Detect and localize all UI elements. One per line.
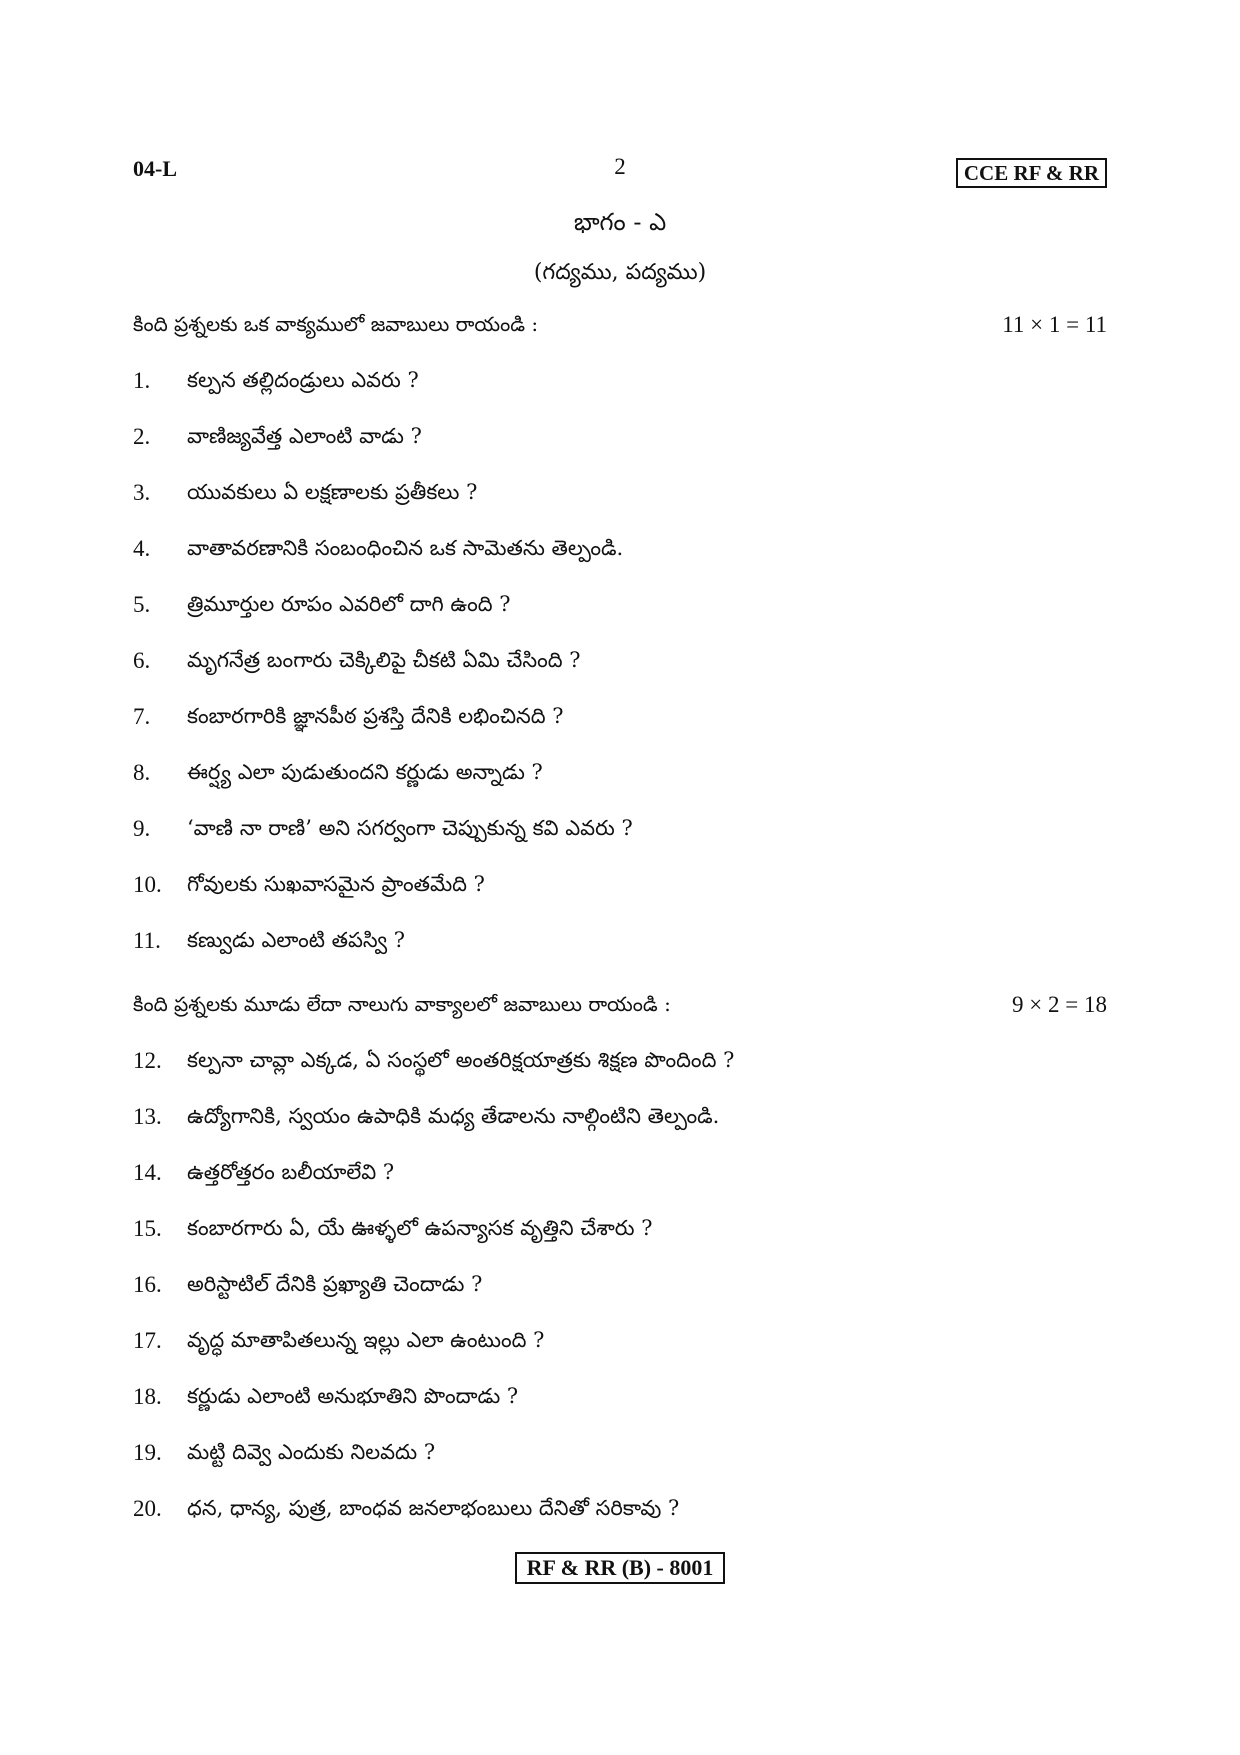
part2-instruction: కింది ప్రశ్నలకు మూడు లేదా నాలుగు వాక్యాలలో జవాబులు రాయండి : bbox=[133, 992, 671, 1016]
question-item bbox=[133, 1272, 1107, 1302]
page-number: 2 bbox=[614, 154, 626, 179]
question-text: ఈర్ష్య ఎలా పుడుతుందని కర్ణుడు అన్నాడు ? bbox=[187, 760, 543, 784]
question-number: 1. bbox=[133, 368, 151, 393]
part1-marks: 11 × 1 = 11 bbox=[1002, 312, 1107, 337]
question-item bbox=[133, 704, 1107, 734]
question-item bbox=[133, 760, 1107, 790]
question-item bbox=[133, 592, 1107, 622]
question-item bbox=[133, 536, 1107, 566]
section-subtitle: (గద్యము, పద్యము) bbox=[533, 260, 707, 285]
question-number: 8. bbox=[133, 760, 151, 785]
question-number: 14. bbox=[133, 1160, 162, 1185]
part2-instruction-row bbox=[133, 992, 1107, 1021]
question-item bbox=[133, 1160, 1107, 1190]
question-item bbox=[133, 1048, 1107, 1078]
paper-code: 04-L bbox=[133, 156, 177, 181]
question-item bbox=[133, 872, 1107, 902]
question-text: కంబారగారు ఏ, యే ఊళ్ళలో ఉపన్యాసక వృత్తిని చేశారు ? bbox=[187, 1216, 653, 1240]
part2-marks: 9 × 2 = 18 bbox=[1012, 992, 1107, 1017]
question-number: 18. bbox=[133, 1384, 162, 1409]
question-number: 4. bbox=[133, 536, 151, 561]
question-item bbox=[133, 368, 1107, 398]
question-item bbox=[133, 1328, 1107, 1358]
question-text: ధన, ధాన్య, పుత్ర, బాంధవ జనలాభంబులు దేనితో సరికావు ? bbox=[187, 1496, 680, 1520]
question-text: యువకులు ఏ లక్షణాలకు ప్రతీకలు ? bbox=[187, 480, 478, 504]
question-text: కర్ణుడు ఎలాంటి అనుభూతిని పొందాడు ? bbox=[187, 1384, 519, 1408]
question-number: 3. bbox=[133, 480, 151, 505]
question-item bbox=[133, 816, 1107, 846]
question-number: 10. bbox=[133, 872, 162, 897]
question-item bbox=[133, 1440, 1107, 1470]
footer-code-box: RF & RR (B) - 8001 bbox=[515, 1552, 726, 1584]
part1-instruction: కింది ప్రశ్నలకు ఒక వాక్యములో జవాబులు రాయండి : bbox=[133, 312, 539, 336]
question-item bbox=[133, 1384, 1107, 1414]
question-number: 6. bbox=[133, 648, 151, 673]
question-number: 7. bbox=[133, 704, 151, 729]
question-text: వృద్ధ మాతాపితలున్న ఇల్లు ఎలా ఉంటుంది ? bbox=[187, 1328, 545, 1352]
question-number: 15. bbox=[133, 1216, 162, 1241]
question-item bbox=[133, 1216, 1107, 1246]
question-text: ఉద్యోగానికి, స్వయం ఉపాధికి మధ్య తేడాలను నాల్గింటిని తెల్పండి. bbox=[187, 1104, 720, 1128]
question-item bbox=[133, 928, 1107, 958]
question-item bbox=[133, 424, 1107, 454]
question-item bbox=[133, 648, 1107, 678]
question-text: కణ్వుడు ఎలాంటి తపస్వి ? bbox=[187, 928, 405, 952]
question-text: గోవులకు సుఖవాసమైన ప్రాంతమేది ? bbox=[187, 872, 485, 896]
footer bbox=[0, 1552, 1240, 1584]
exam-code-box: CCE RF & RR bbox=[956, 158, 1107, 188]
question-number: 19. bbox=[133, 1440, 162, 1465]
question-number: 9. bbox=[133, 816, 151, 841]
question-number: 11. bbox=[133, 928, 161, 953]
question-text: కంబారగారికి జ్ఞానపీఠ ప్రశస్తి దేనికి లభించినది ? bbox=[187, 704, 564, 728]
question-text: వాణిజ్యవేత్త ఎలాంటి వాడు ? bbox=[187, 424, 422, 448]
question-number: 2. bbox=[133, 424, 151, 449]
question-item bbox=[133, 480, 1107, 510]
question-number: 12. bbox=[133, 1048, 162, 1073]
question-text: ‘వాణి నా రాణి’ అని సగర్వంగా చెప్పుకున్న కవి ఎవరు ? bbox=[187, 816, 633, 840]
question-number: 17. bbox=[133, 1328, 162, 1353]
question-text: మట్టి దివ్వె ఎందుకు నిలవదు ? bbox=[187, 1440, 436, 1464]
question-text: కల్పన తల్లిదండ్రులు ఎవరు ? bbox=[187, 368, 419, 392]
question-text: ఉత్తరోత్తరం బలీయాలేవి ? bbox=[187, 1160, 395, 1184]
section-title: భాగం - ఎ bbox=[573, 208, 667, 236]
question-text: మృగనేత్ర బంగారు చెక్కిలిపై చీకటి ఏమి చేసింది ? bbox=[187, 648, 581, 672]
question-text: అరిస్టాటిల్ దేనికి ప్రఖ్యాతి చెందాడు ? bbox=[187, 1272, 483, 1296]
question-number: 5. bbox=[133, 592, 151, 617]
question-text: వాతావరణానికి సంబంధించిన ఒక సామెతను తెల్పండి. bbox=[187, 536, 624, 560]
question-number: 16. bbox=[133, 1272, 162, 1297]
question-item bbox=[133, 1104, 1107, 1134]
question-number: 13. bbox=[133, 1104, 162, 1129]
part1-instruction-row bbox=[133, 312, 1107, 341]
question-item bbox=[133, 1496, 1107, 1526]
question-number: 20. bbox=[133, 1496, 162, 1521]
question-text: కల్పనా చావ్లా ఎక్కడ, ఏ సంస్థలో అంతరిక్షయాత్రకు శిక్షణ పొందింది ? bbox=[187, 1048, 735, 1072]
question-text: త్రిమూర్తుల రూపం ఎవరిలో దాగి ఉంది ? bbox=[187, 592, 511, 616]
